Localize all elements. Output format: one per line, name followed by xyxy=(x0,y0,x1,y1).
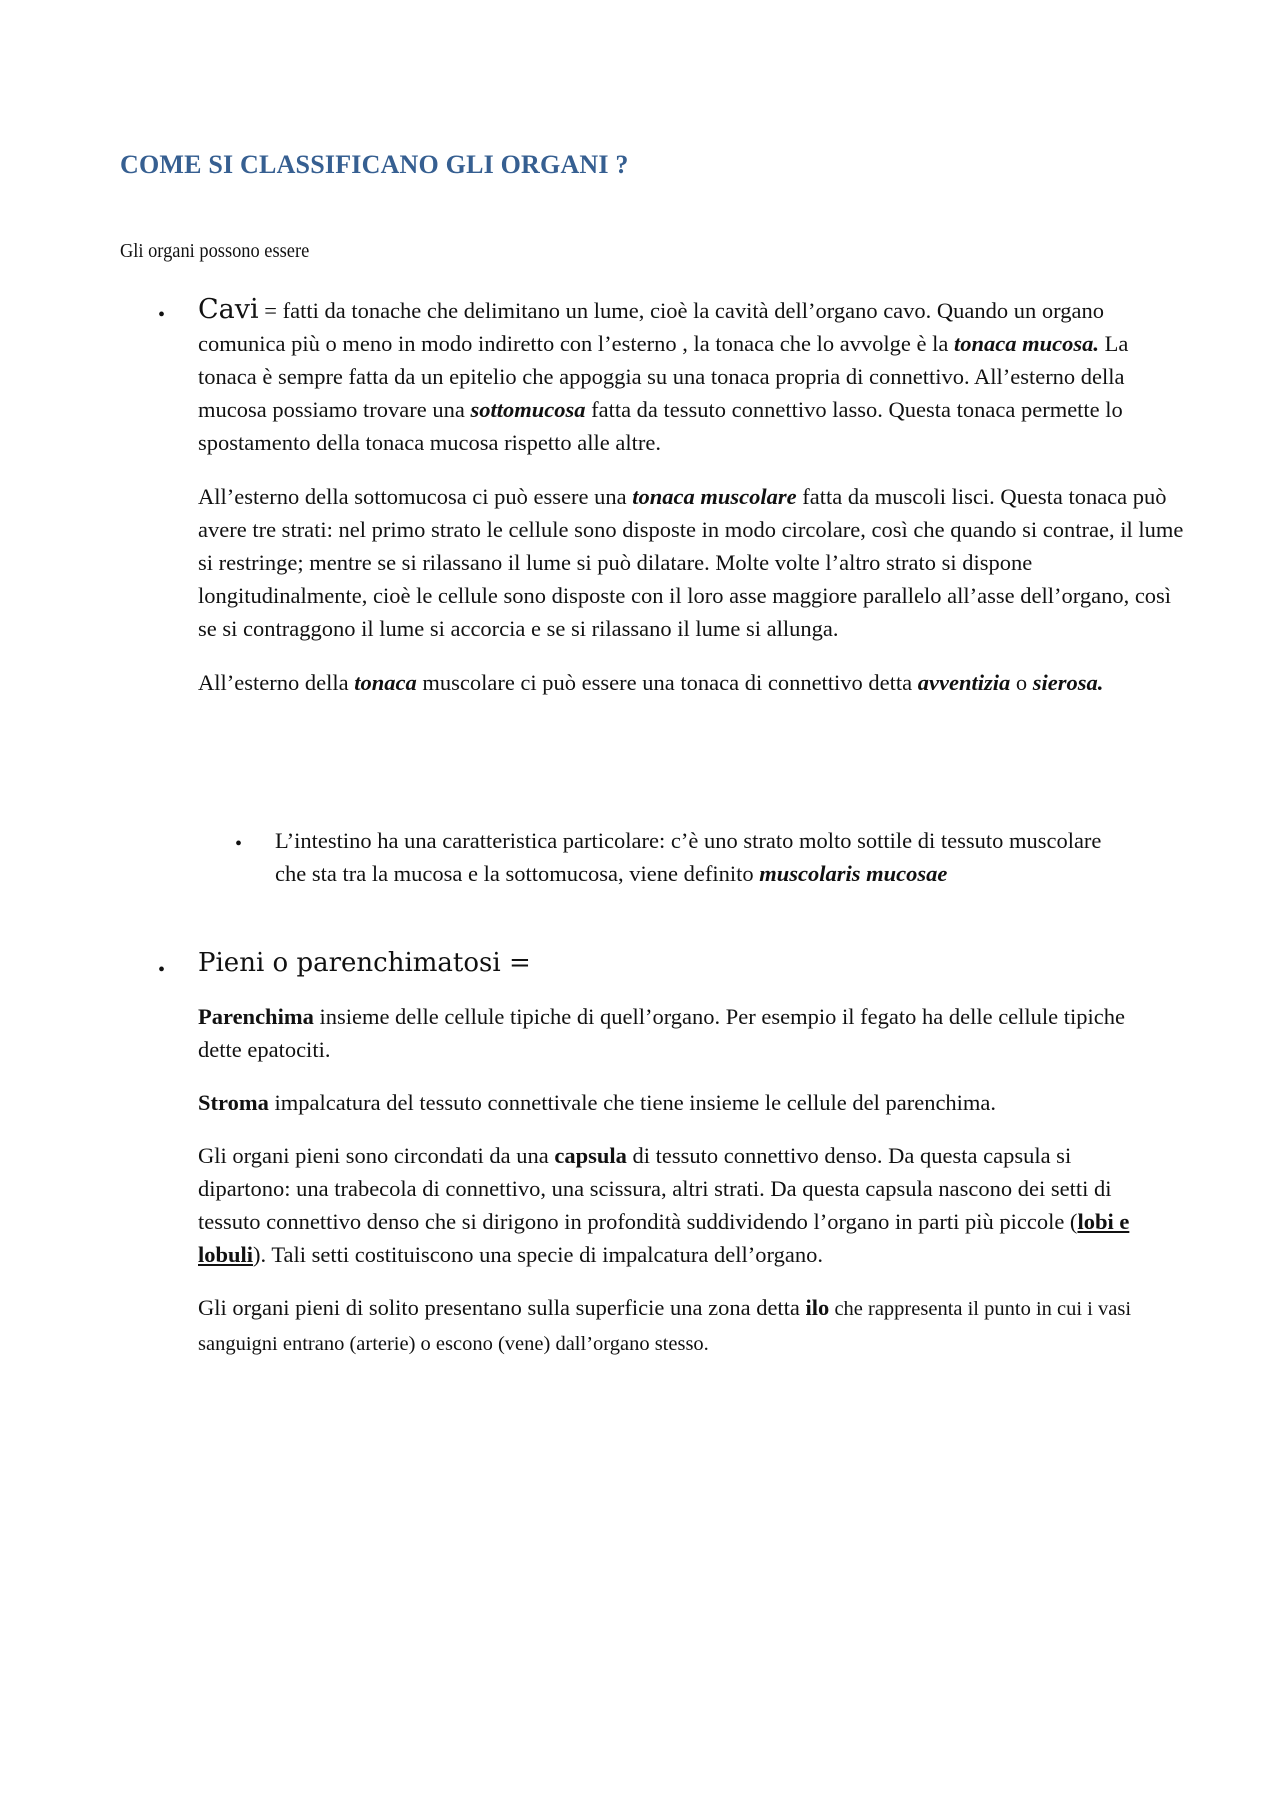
term-stroma: Stroma xyxy=(198,1090,269,1115)
term-lobi-e-lobuli: lobi e lobuli xyxy=(198,1209,1130,1267)
capsula-text-3: ). Tali setti costituiscono una specie di impalcatura dell’organo. xyxy=(253,1242,823,1267)
capsula-text-1: Gli organi pieni sono circondati da una xyxy=(198,1143,555,1168)
pieni-lead: Pieni o parenchimatosi = xyxy=(198,948,531,978)
term-tonaca: tonaca xyxy=(354,670,417,695)
cavi-p1-text-3: fatta da tessuto connettivo lasso. Questa tonaca permette lo spostamento della tonaca mucosa rispetto alle altre. xyxy=(198,397,1123,455)
intestino-paragraph xyxy=(275,824,1125,890)
pieni-paragraph-ilo xyxy=(198,1291,1168,1361)
cavi-p3-text-2: muscolare ci può essere una tonaca di connettivo detta xyxy=(416,670,918,695)
term-parenchima: Parenchima xyxy=(198,1004,314,1029)
cavi-p1-text-1: = fatti da tonache che delimitano un lume, cioè la cavità dell’organo cavo. Quando un organo comunica più o meno in modo indiretto con l’esterno , la tonaca che lo avvolge è la xyxy=(198,298,1104,356)
ilo-text-2: che rappresenta il punto in cui i vasi sanguigni entrano (arterie) o escono (vene) dall’organo stesso. xyxy=(198,1298,1132,1355)
cavi-p3-text-3: o xyxy=(1010,670,1033,695)
bullet-cavi: • xyxy=(158,304,166,326)
section-pieni xyxy=(198,947,1168,1361)
ilo-text-1: Gli organi pieni di solito presentano sulla superficie una zona detta xyxy=(198,1295,806,1320)
cavi-paragraph-2 xyxy=(198,480,1190,645)
term-avventizia: avventizia xyxy=(917,670,1011,695)
term-tonaca-mucosa: tonaca mucosa. xyxy=(954,331,1100,356)
pieni-paragraph-parenchima xyxy=(198,1000,1168,1066)
intro-text: Gli organi possono essere xyxy=(120,240,310,262)
page-title: COME SI CLASSIFICANO GLI ORGANI ? xyxy=(120,150,629,179)
cavi-p2-text-2: fatta da muscoli lisci. Questa tonaca può avere tre strati: nel primo strato le cellule sono disposte in modo circolare, così che quando si contrae, il lume si restringe; mentre se si rilassano il lume si può dilatare. Molte volte l’altro strato si dispone longitudinalmente, cioè le cellule sono disposte con il loro asse maggiore parallelo all’asse dell’organo, così se si contraggono il lume si accorcia e se si rilassano il lume si allunga. xyxy=(198,484,1184,641)
intestino-text: L’intestino ha una caratteristica particolare: c’è uno strato molto sottile di tessuto muscolare che sta tra la mucosa e la sottomucosa, viene definito xyxy=(275,828,1102,886)
sub-bullet-intestino: • xyxy=(235,833,243,855)
term-capsula: capsula xyxy=(554,1143,627,1168)
bullet-pieni: • xyxy=(158,959,166,981)
term-ilo: ilo xyxy=(805,1295,830,1320)
cavi-p1-text-2: La tonaca è sempre fatta da un epitelio che appoggia su una tonaca propria di connettivo. All’esterno della mucosa possiamo trovare una xyxy=(198,331,1129,422)
stroma-text: impalcatura del tessuto connettivale che tiene insieme le cellule del parenchima. xyxy=(268,1090,997,1115)
term-muscolaris-mucosae: muscolaris mucosae xyxy=(759,861,948,886)
cavi-paragraph-3 xyxy=(198,666,1190,699)
cavi-paragraph-1 xyxy=(198,293,1190,459)
sub-item-intestino xyxy=(275,824,1125,890)
pieni-paragraph-stroma xyxy=(198,1086,1168,1119)
cavi-p3-text-1: All’esterno della xyxy=(198,670,355,695)
term-sierosa: sierosa. xyxy=(1032,670,1104,695)
cavi-lead: Cavi xyxy=(198,294,259,325)
cavi-p2-text-1: All’esterno della sottomucosa ci può essere una xyxy=(198,484,633,509)
capsula-text-2: di tessuto connettivo denso. Da questa capsula si dipartono: una trabecola di connettivo, una scissura, altri strati. Da questa capsula nascono dei setti di tessuto connettivo denso che si dirigono in profondità suddividendo l’organo in parti più piccole ( xyxy=(198,1143,1112,1234)
term-tonaca-muscolare: tonaca muscolare xyxy=(632,484,797,509)
term-sottomucosa: sottomucosa xyxy=(470,397,586,422)
pieni-paragraph-capsula xyxy=(198,1139,1168,1271)
parenchima-text: insieme delle cellule tipiche di quell’organo. Per esempio il fegato ha delle cellule tipiche dette epatociti. xyxy=(198,1004,1126,1062)
section-cavi xyxy=(198,293,1190,699)
